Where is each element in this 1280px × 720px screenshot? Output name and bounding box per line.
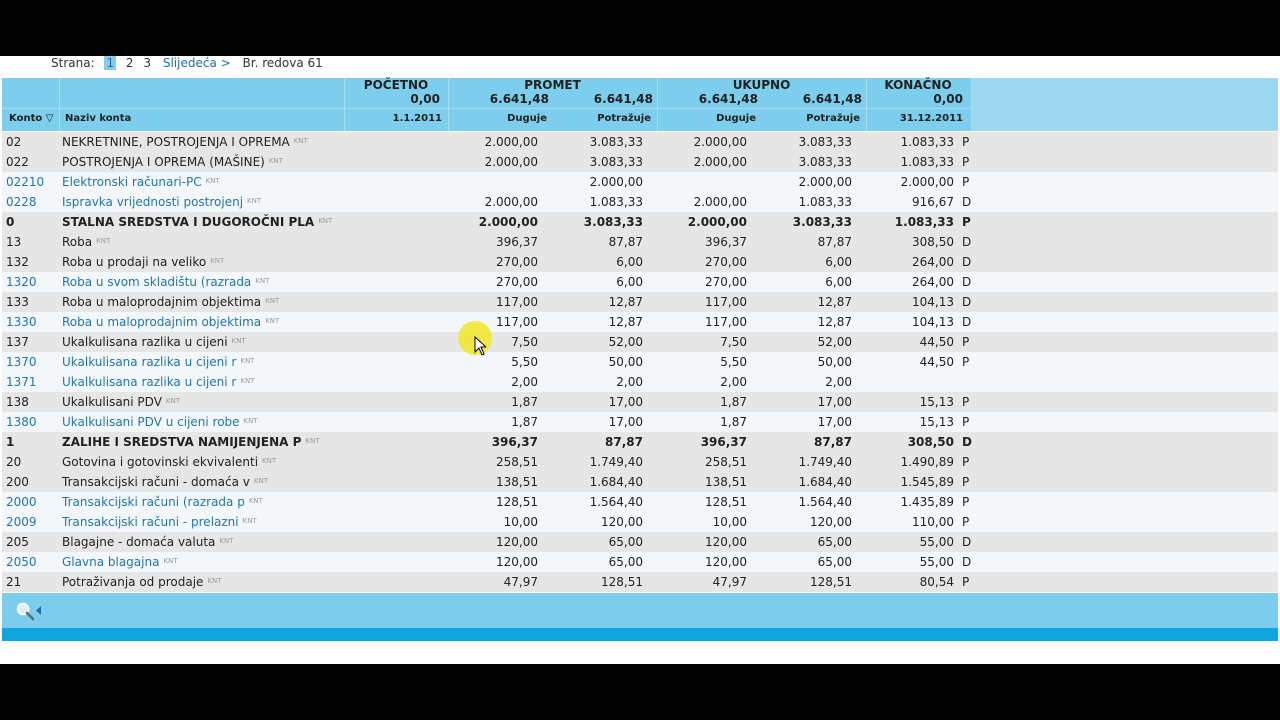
column-header-ukupno-duguje[interactable]: Duguje [716,113,756,124]
account-name[interactable]: Glavna blagajna [62,555,160,569]
cell-naziv [62,435,319,449]
group-header-ukupno: UKUPNO [732,78,791,92]
column-header-naziv[interactable]: Naziv konta [65,113,132,124]
knt-link[interactable]: KNT [165,397,181,405]
cell-konto: 0 [6,215,15,229]
cell-naziv [62,195,261,209]
table-row[interactable] [2,272,1278,292]
cell-promet-duguje: 2.000,00 [478,215,538,229]
cell-promet-potrazuje: 120,00 [601,515,643,529]
knt-link[interactable]: KNT [210,257,225,265]
knt-link[interactable]: KNT [255,277,270,285]
cell-ukupno-duguje: 1,87 [720,415,747,429]
cell-ukupno-duguje: 2,00 [720,375,747,389]
table-row[interactable] [2,332,1278,352]
cell-saldo: 104,13 [912,295,954,309]
account-name: POSTROJENJA I OPREMA (MAŠINE) [62,155,265,169]
table-row[interactable] [2,312,1278,332]
cell-ukupno-duguje: 117,00 [705,295,747,309]
cell-ukupno-duguje: 7,50 [720,335,747,349]
cell-promet-duguje: 270,00 [496,275,538,289]
cell-side: P [962,415,970,429]
cell-promet-potrazuje: 1.749,40 [589,455,643,469]
table-row[interactable] [2,432,1278,452]
mouse-pointer-icon [474,336,486,356]
table-row[interactable] [2,552,1278,572]
total-promet-duguje: 6.641,48 [489,92,549,106]
cell-naziv [62,335,246,349]
cell-saldo: 1.083,33 [900,135,954,149]
next-page-link[interactable]: Slijedeća > [162,56,231,70]
cell-naziv [62,175,220,189]
cell-ukupno-potrazuje: 17,00 [817,415,852,429]
cell-side: D [962,295,972,309]
cell-konto: 133 [6,295,29,309]
cell-ukupno-potrazuje: 6,00 [825,275,852,289]
account-name: Roba u prodaji na veliko [62,255,207,269]
header-divider [59,78,60,131]
cell-saldo: 15,13 [919,415,954,429]
cell-promet-duguje: 1,87 [511,415,538,429]
table-row[interactable] [2,152,1278,172]
account-name[interactable]: Ukalkulisana razlika u cijeni r [62,355,237,369]
cell-promet-potrazuje: 2,00 [616,375,643,389]
cell-saldo: 1.490,89 [900,455,954,469]
cell-konto[interactable]: 02210 [6,175,45,189]
table-row[interactable] [2,512,1278,532]
cell-ukupno-potrazuje: 87,87 [817,235,852,249]
table-header [2,78,1278,131]
cell-ukupno-duguje: 396,37 [705,235,747,249]
account-name: NEKRETNINE, POSTROJENJA I OPREMA [62,135,290,149]
cell-promet-potrazuje: 2.000,00 [589,175,643,189]
cell-saldo: 264,00 [912,275,954,289]
knt-link[interactable]: KNT [96,237,111,245]
cell-ukupno-potrazuje: 1.564,40 [798,495,852,509]
cell-side: D [962,315,972,329]
cell-saldo: 15,13 [919,395,954,409]
cell-side: P [962,175,970,189]
cell-konto: 022 [6,155,29,169]
cell-promet-potrazuje: 1.083,33 [589,195,643,209]
app-window [0,56,1280,664]
cell-naziv [62,315,279,329]
cell-konto: 205 [6,535,29,549]
cell-promet-duguje: 120,00 [496,535,538,549]
cell-promet-potrazuje: 65,00 [608,535,643,549]
cell-saldo: 1.545,89 [900,475,954,489]
account-name[interactable]: Roba u svom skladištu (razrada [62,275,252,289]
total-ukupno-duguje: 6.641,48 [698,92,758,106]
account-name[interactable]: Ukalkulisani PDV u cijeni robe [62,415,240,429]
cell-ukupno-duguje: 138,51 [705,475,747,489]
cell-ukupno-potrazuje: 2,00 [825,375,852,389]
table-row[interactable] [2,232,1278,252]
cell-ukupno-duguje: 5,50 [720,355,747,369]
cell-konto: 13 [6,235,22,249]
table-body [2,132,1278,592]
cell-ukupno-duguje: 270,00 [705,275,747,289]
column-header-ukupno-potrazuje[interactable]: Potražuje [806,113,860,124]
cell-ukupno-duguje: 2.000,00 [693,155,747,169]
cell-konto: 200 [6,475,29,489]
cell-side: P [962,475,970,489]
cell-promet-potrazuje: 3.083,33 [583,215,643,229]
cell-side: P [962,575,970,589]
cell-ukupno-potrazuje: 12,87 [817,295,852,309]
group-header-pocetno: POČETNO [363,78,429,92]
cell-promet-duguje: 7,50 [511,335,538,349]
cell-naziv [62,135,308,149]
knt-link[interactable]: KNT [205,177,220,185]
column-header-konto[interactable]: Konto ▽ [9,113,54,124]
cell-naziv [62,535,234,549]
status-bar [2,628,1278,641]
cell-ukupno-potrazuje: 3.083,33 [798,155,852,169]
cell-saldo: 44,50 [919,355,954,369]
cell-naziv [62,475,268,489]
cell-naziv [62,575,222,589]
cell-saldo: 2.000,00 [900,175,954,189]
knt-link[interactable]: KNT [242,517,257,525]
cell-ukupno-potrazuje: 52,00 [817,335,852,349]
cell-saldo: 104,13 [912,315,954,329]
cell-naziv [62,295,279,309]
cell-naziv [62,415,258,429]
cell-promet-duguje: 128,51 [496,495,538,509]
knt-link[interactable]: KNT [268,157,283,165]
cell-promet-duguje: 396,37 [491,435,538,449]
account-name: Ukalkulisani PDV [62,395,162,409]
cell-konto: 137 [6,335,29,349]
cell-side: P [962,335,970,349]
cell-naziv [62,515,257,529]
header-divider [971,78,972,131]
cell-naziv [62,255,224,269]
cell-promet-potrazuje: 17,00 [608,395,643,409]
table-row[interactable] [2,572,1278,592]
knt-link[interactable]: KNT [265,317,280,325]
cell-ukupno-duguje: 270,00 [705,255,747,269]
cell-side: P [962,515,970,529]
cell-ukupno-duguje: 128,51 [705,495,747,509]
rows-count: Br. redova 61 [242,56,323,70]
group-header-promet: PROMET [524,78,581,92]
cell-promet-potrazuje: 87,87 [608,235,643,249]
cell-saldo: 110,00 [912,515,954,529]
knt-link[interactable]: KNT [293,137,308,145]
cell-ukupno-potrazuje: 3.083,33 [798,135,852,149]
knt-link[interactable]: KNT [231,337,246,345]
cell-promet-potrazuje: 128,51 [601,575,643,589]
cell-side: P [962,215,971,229]
table-row[interactable] [2,472,1278,492]
cell-side: P [962,495,970,509]
cell-promet-potrazuje: 1.684,40 [589,475,643,489]
table-row[interactable] [2,532,1278,552]
table-row[interactable] [2,492,1278,512]
cell-naziv [62,215,332,229]
cell-side: P [962,155,970,169]
account-name: Transakcijski računi - domaća v [62,475,250,489]
cell-naziv [62,495,263,509]
knt-link[interactable]: KNT [247,197,262,205]
cell-promet-potrazuje: 52,00 [608,335,643,349]
cell-promet-duguje: 10,00 [503,515,538,529]
cell-ukupno-potrazuje: 1.083,33 [798,195,852,209]
cell-ukupno-potrazuje: 1.749,40 [798,455,852,469]
cell-saldo: 916,67 [912,195,954,209]
cell-side: P [962,355,970,369]
knt-link[interactable]: KNT [243,417,258,425]
cell-promet-potrazuje: 65,00 [608,555,643,569]
cell-saldo: 1.083,33 [900,155,954,169]
table-row[interactable] [2,132,1278,152]
cell-promet-potrazuje: 50,00 [608,355,643,369]
cell-ukupno-duguje: 10,00 [712,515,747,529]
cell-konto: 02 [6,135,22,149]
account-name[interactable]: Elektronski računari-PC [62,175,202,189]
cell-promet-duguje: 47,97 [503,575,538,589]
account-name[interactable]: Ukalkulisana razlika u cijeni r [62,375,237,389]
account-name[interactable]: Roba u maloprodajnim objektima [62,315,262,329]
account-name: Roba u maloprodajnim objektima [62,295,262,309]
cell-promet-potrazuje: 6,00 [616,255,643,269]
cell-konto[interactable]: 1370 [6,355,37,369]
cell-saldo: 1.083,33 [894,215,954,229]
cell-naziv [62,555,178,569]
table-row[interactable] [2,292,1278,312]
page-link-2[interactable]: 2 [125,56,134,70]
account-name: Blagajne - domaća valuta [62,535,216,549]
cell-promet-duguje: 5,50 [511,355,538,369]
cell-promet-duguje: 270,00 [496,255,538,269]
group-header-konacno: KONAČNO [884,78,952,92]
cell-saldo: 55,00 [919,535,954,549]
total-ukupno-potrazuje: 6.641,48 [802,92,862,106]
table-row[interactable] [2,412,1278,432]
cell-konto[interactable]: 1320 [6,275,37,289]
cell-promet-duguje: 2.000,00 [484,195,538,209]
cell-promet-duguje: 117,00 [496,295,538,309]
cell-konto: 132 [6,255,29,269]
cell-konto[interactable]: 1371 [6,375,37,389]
cell-side: D [962,255,972,269]
total-konacno: 0,00 [933,92,963,106]
pagination-label: Strana: [51,56,95,70]
cell-promet-duguje: 120,00 [496,555,538,569]
cell-promet-potrazuje: 3.083,33 [589,155,643,169]
cell-promet-duguje: 138,51 [496,475,538,489]
total-pocetno: 0,00 [410,92,440,106]
cell-ukupno-potrazuje: 120,00 [810,515,852,529]
magnifier-icon[interactable] [14,601,44,621]
cell-promet-potrazuje: 6,00 [616,275,643,289]
account-name: ZALIHE I SREDSTVA NAMIJENJENA P [62,435,302,449]
table-row[interactable] [2,452,1278,472]
cell-ukupno-duguje: 1,87 [720,395,747,409]
account-name: STALNA SREDSTVA I DUGOROČNI PLA [62,215,315,229]
cell-naziv [62,455,276,469]
column-header-promet-duguje[interactable]: Duguje [507,113,547,124]
cell-ukupno-potrazuje: 6,00 [825,255,852,269]
cell-promet-potrazuje: 1.564,40 [589,495,643,509]
knt-link[interactable]: KNT [240,377,255,385]
table-row[interactable] [2,352,1278,372]
table-footer [2,593,1278,628]
cell-side: P [962,135,970,149]
cell-promet-duguje: 2.000,00 [484,155,538,169]
account-name[interactable]: Ispravka vrijednosti postrojenj [62,195,244,209]
knt-link[interactable]: KNT [207,577,222,585]
account-name[interactable]: Transakcijski računi (razrada p [62,495,245,509]
account-name: Ukalkulisana razlika u cijeni [62,335,228,349]
cell-ukupno-potrazuje: 87,87 [814,435,852,449]
account-name: Roba [62,235,93,249]
cell-naziv [62,375,254,389]
cell-konto[interactable]: 0228 [6,195,37,209]
cell-promet-duguje: 396,37 [496,235,538,249]
cell-saldo: 308,50 [912,235,954,249]
cell-naziv [62,155,283,169]
account-name: Gotovina i gotovinski ekvivalenti [62,455,259,469]
cell-side: D [962,555,972,569]
cell-promet-potrazuje: 87,87 [605,435,643,449]
account-name: Potraživanja od prodaje [62,575,204,589]
column-header-date-end: 31.12.2011 [899,113,963,124]
cell-saldo: 80,54 [919,575,954,589]
cell-promet-potrazuje: 3.083,33 [589,135,643,149]
cell-promet-potrazuje: 12,87 [608,295,643,309]
cell-promet-duguje: 2.000,00 [484,135,538,149]
cell-ukupno-duguje: 120,00 [705,555,747,569]
knt-link[interactable]: KNT [265,297,280,305]
column-header-date-start: 1.1.2011 [392,113,442,124]
account-name[interactable]: Transakcijski računi - prelazni [62,515,239,529]
cell-ukupno-potrazuje: 2.000,00 [798,175,852,189]
cell-saldo: 44,50 [919,335,954,349]
table-row[interactable] [2,172,1278,192]
header-divider [2,108,972,109]
cell-naziv [62,275,269,289]
cell-ukupno-potrazuje: 50,00 [817,355,852,369]
knt-link[interactable]: KNT [253,477,268,485]
knt-link[interactable]: KNT [219,537,234,545]
cell-side: D [962,435,972,449]
knt-link[interactable]: KNT [163,557,178,565]
cell-ukupno-potrazuje: 1.684,40 [798,475,852,489]
cell-side: P [962,455,970,469]
cell-promet-potrazuje: 17,00 [608,415,643,429]
cell-ukupno-potrazuje: 17,00 [817,395,852,409]
cell-promet-duguje: 117,00 [496,315,538,329]
cell-naziv [62,395,180,409]
cell-konto[interactable]: 1330 [6,315,37,329]
table-row[interactable] [2,372,1278,392]
page-link-3[interactable]: 3 [143,56,152,70]
cell-side: P [962,395,970,409]
table-row[interactable] [2,252,1278,272]
knt-link[interactable]: KNT [248,497,263,505]
cell-ukupno-duguje: 120,00 [705,535,747,549]
cell-ukupno-potrazuje: 3.083,33 [792,215,852,229]
table-row[interactable] [2,192,1278,212]
cell-naziv [62,235,110,249]
cell-ukupno-potrazuje: 65,00 [817,535,852,549]
page-link-1[interactable]: 1 [106,56,115,70]
cell-ukupno-duguje: 2.000,00 [687,215,747,229]
knt-link[interactable]: KNT [305,437,320,445]
cell-promet-duguje: 258,51 [496,455,538,469]
cell-konto: 138 [6,395,29,409]
cell-promet-duguje: 2,00 [511,375,538,389]
cell-konto[interactable]: 2009 [6,515,37,529]
cell-konto: 21 [6,575,22,589]
knt-link[interactable]: KNT [240,357,255,365]
knt-link[interactable]: KNT [262,457,277,465]
cell-naziv [62,355,254,369]
header-filler [972,78,1278,131]
cell-ukupno-duguje: 2.000,00 [693,135,747,149]
cell-promet-duguje: 1,87 [511,395,538,409]
cell-konto: 1 [6,435,15,449]
cell-side: D [962,235,972,249]
pagination [51,56,323,70]
cell-saldo: 1.435,89 [900,495,954,509]
table-row[interactable] [2,392,1278,412]
cell-ukupno-duguje: 396,37 [700,435,747,449]
cell-ukupno-duguje: 47,97 [712,575,747,589]
cell-konto[interactable]: 2050 [6,555,37,569]
total-promet-potrazuje: 6.641,48 [593,92,653,106]
cell-saldo: 308,50 [907,435,954,449]
column-header-promet-potrazuje[interactable]: Potražuje [597,113,651,124]
cell-ukupno-potrazuje: 128,51 [810,575,852,589]
cell-saldo: 264,00 [912,255,954,269]
cell-konto[interactable]: 2000 [6,495,37,509]
cell-saldo: 55,00 [919,555,954,569]
cell-ukupno-potrazuje: 12,87 [817,315,852,329]
cell-ukupno-potrazuje: 65,00 [817,555,852,569]
cell-side: D [962,195,972,209]
cell-konto: 20 [6,455,22,469]
table-row[interactable] [2,212,1278,232]
cell-side: D [962,275,972,289]
cell-ukupno-duguje: 2.000,00 [693,195,747,209]
cell-side: D [962,535,972,549]
cell-ukupno-duguje: 258,51 [705,455,747,469]
knt-link[interactable]: KNT [318,217,333,225]
cell-ukupno-duguje: 117,00 [705,315,747,329]
cell-promet-potrazuje: 12,87 [608,315,643,329]
cell-konto[interactable]: 1380 [6,415,37,429]
